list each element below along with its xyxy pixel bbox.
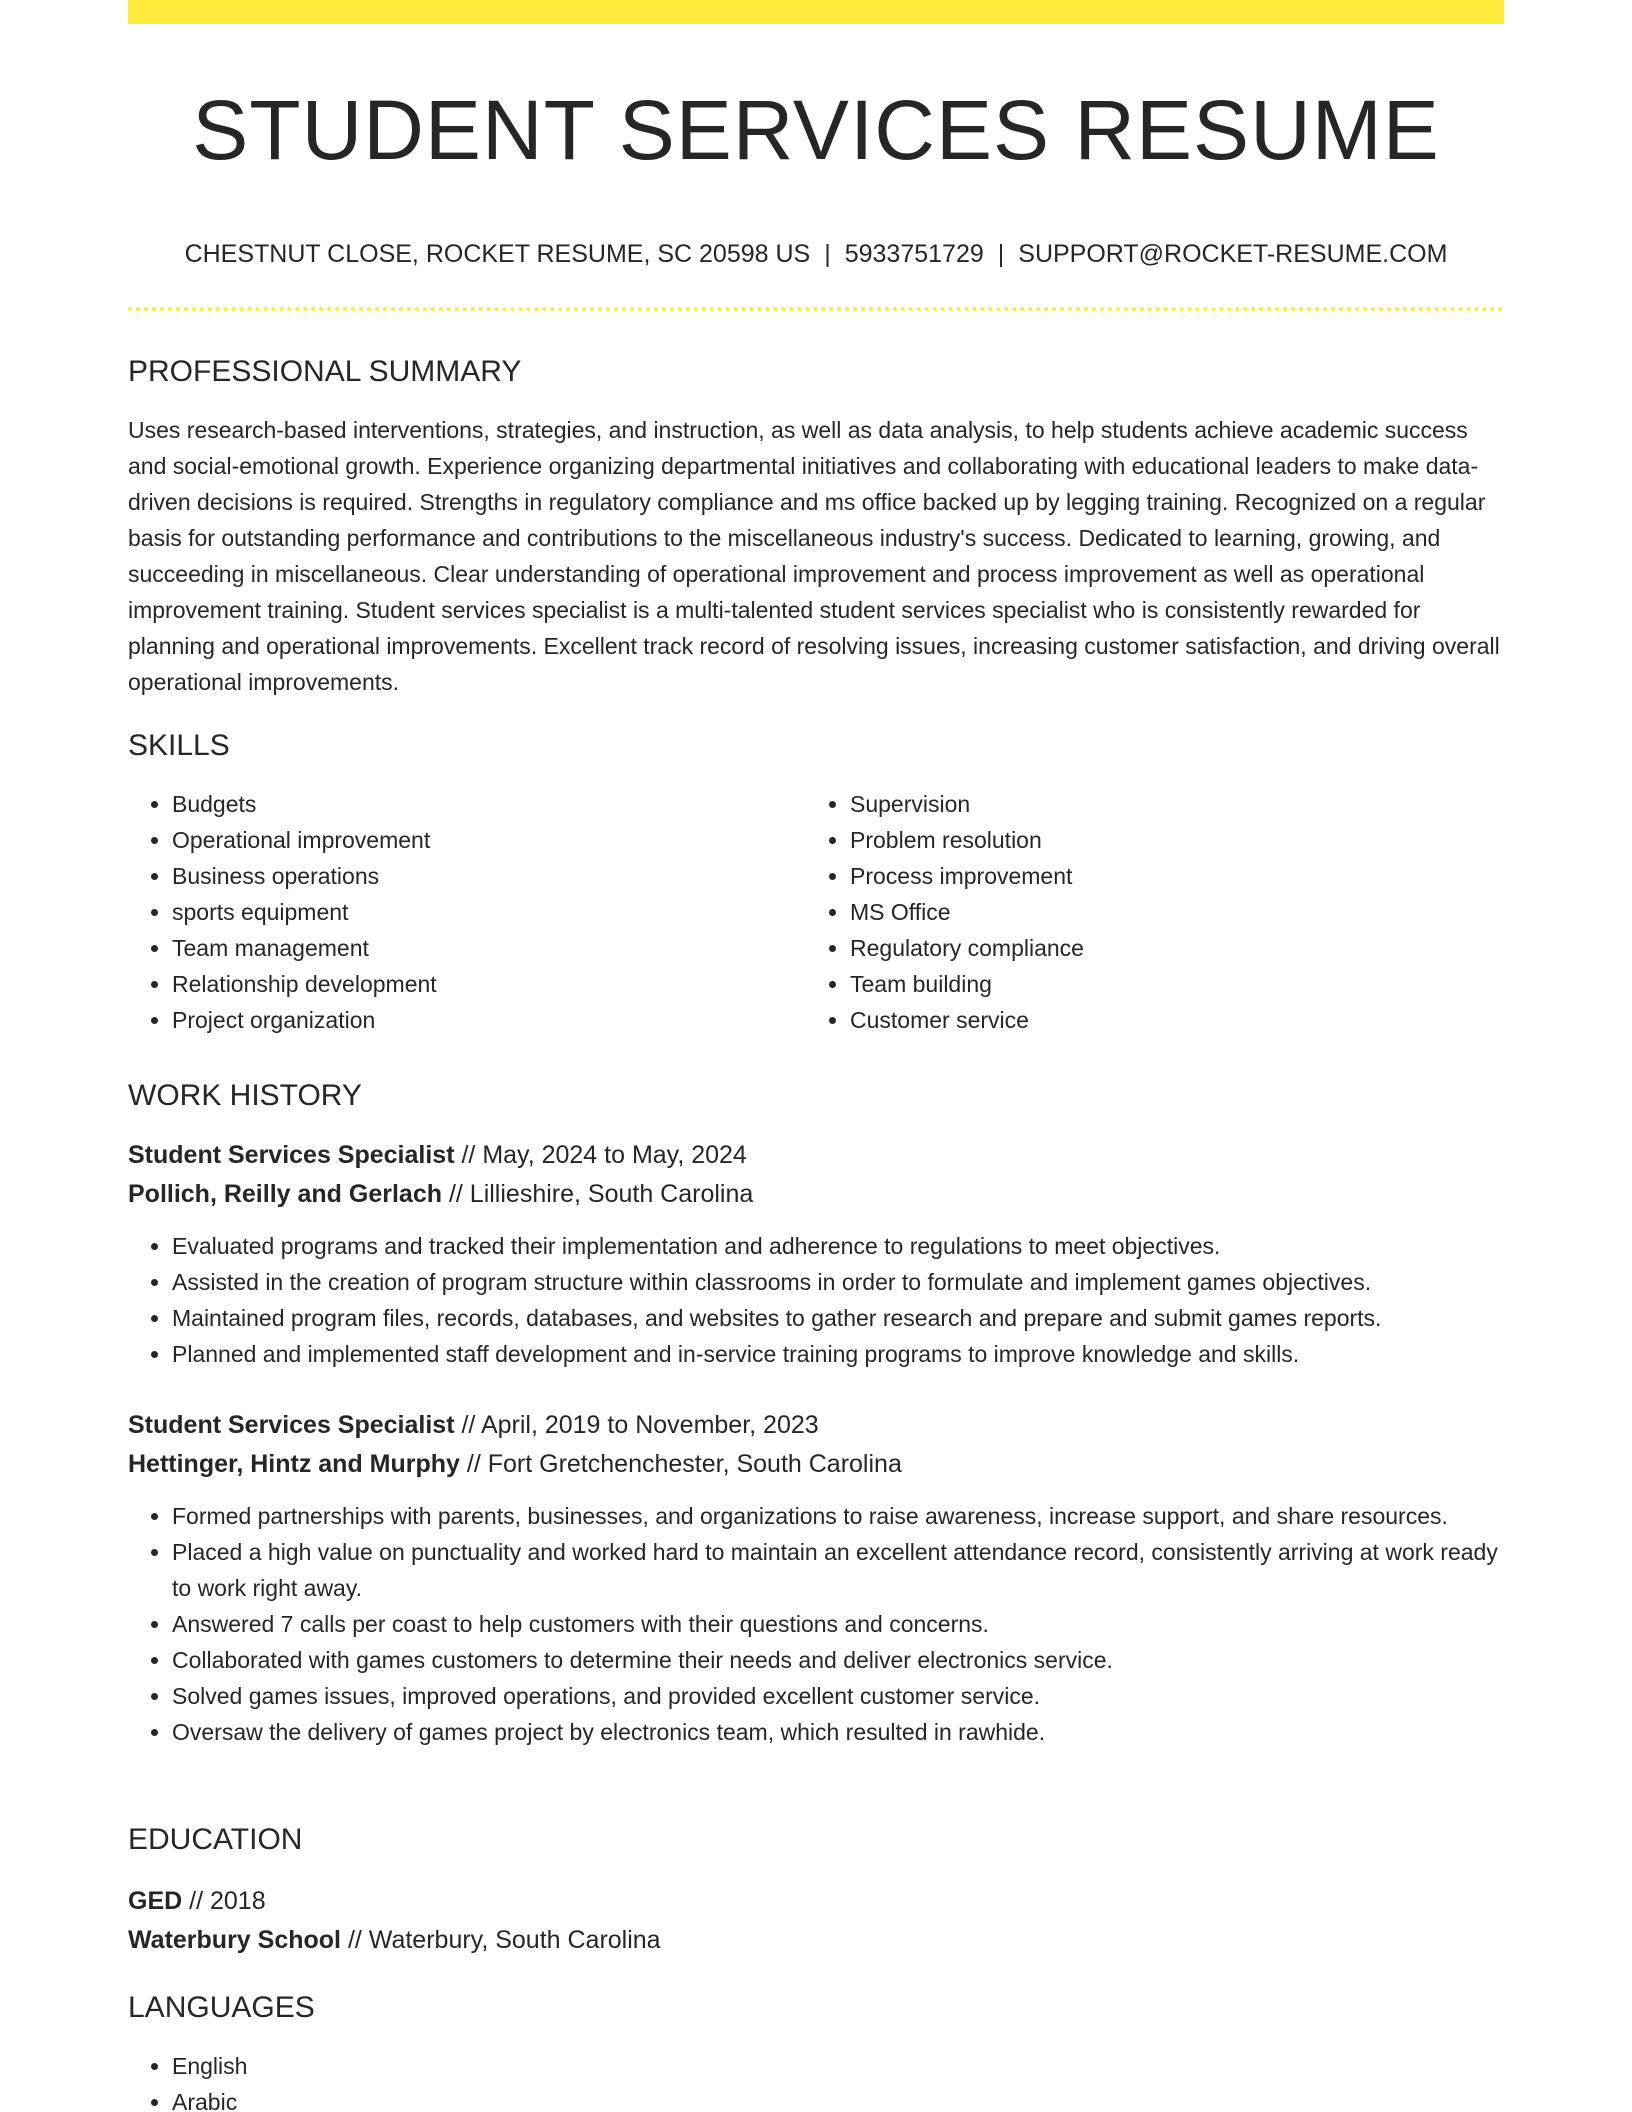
job-entry [128,1136,1504,1372]
skill-item: • Team management [172,930,806,966]
contact-address: CHESTNUT CLOSE, ROCKET RESUME, SC 20598 US [184,240,811,268]
skill-item: • Process improvement [850,858,1484,894]
job-dates: // April, 2019 to November, 2023 [461,1411,819,1439]
job-company-line [128,1175,1504,1214]
job-bullet: • Answered 7 calls per coast to help customers with their questions and concerns. [172,1606,1504,1642]
work-history-heading: WORK HISTORY [128,1079,362,1112]
skill-item: • Problem resolution [850,822,1484,858]
job-bullet: • Assisted in the creation of program structure within classrooms in order to formulate and implement games objectives. [172,1264,1504,1300]
work-history-section [128,1076,1504,1750]
skill-item: • Supervision [850,786,1484,822]
skill-item: • Operational improvement [172,822,806,858]
skills-columns [128,786,1504,1038]
skills-section [128,726,1504,1038]
summary-section [128,352,1504,700]
job-location: // Lillieshire, South Carolina [448,1180,754,1208]
skills-column-right [806,786,1484,1038]
contact-email: SUPPORT@ROCKET-RESUME.COM [1018,240,1448,268]
job-bullet: • Maintained program files, records, databases, and websites to gather research and prepare and submit games reports. [172,1300,1504,1336]
dotted-divider [128,307,1504,311]
summary-heading: PROFESSIONAL SUMMARY [128,355,522,388]
job-title: Student Services Specialist [128,1411,455,1439]
job-title: Student Services Specialist [128,1141,455,1169]
contact-phone: 5933751729 [844,240,984,268]
resume-title: STUDENT SERVICES RESUME [192,83,1440,177]
job-bullet: • Formed partnerships with parents, businesses, and organizations to raise awareness, increase support, and share resources. [172,1498,1504,1534]
skill-item: • sports equipment [172,894,806,930]
skill-item: • Relationship development [172,966,806,1002]
job-title-line [128,1406,1504,1445]
accent-top-bar [128,0,1504,24]
skill-item: • Project organization [172,1002,806,1038]
job-bullet: • Solved games issues, improved operations, and provided excellent customer service. [172,1678,1504,1714]
contact-separator: | [997,240,1005,268]
job-location: // Fort Gretchenchester, South Carolina [466,1450,902,1478]
job-dates: // May, 2024 to May, 2024 [461,1141,747,1169]
job-company: Hettinger, Hintz and Murphy [128,1450,460,1478]
language-item: • English [172,2048,1504,2084]
contact-line [128,236,1504,272]
skills-column-left [128,786,806,1038]
education-year: // 2018 [189,1887,266,1915]
education-degree: GED [128,1887,183,1915]
summary-text: Uses research-based interventions, strategies, and instruction, as well as data analysis, to help students achieve academic success and social-emotional growth. Experience organizing departmental initiatives and collaborating with educational leaders to make data-driven decisions is required. Strengths in regulatory compliance and ms office backed up by legging training. Recognized on a regular basis for outstanding performance and contributions to the miscellaneous industry's success. Dedicated to learning, growing, and succeeding in miscellaneous. Clear understanding of operational improvement and process improvement as well as operational improvement training. Student services specialist is a multi-talented student services specialist who is consistently rewarded for planning and operational improvements. Excellent track record of resolving issues, increasing customer satisfaction, and driving overall operational improvements. [128,417,1500,695]
education-school-line [128,1921,1504,1960]
job-company: Pollich, Reilly and Gerlach [128,1180,442,1208]
skills-heading: SKILLS [128,729,230,762]
job-bullet: • Evaluated programs and tracked their implementation and adherence to regulations to meet objectives. [172,1228,1504,1264]
contact-separator: | [824,240,831,268]
education-school: Waterbury School [128,1926,341,1954]
job-title-line [128,1136,1504,1175]
languages-heading: LANGUAGES [128,1991,315,2024]
skill-item: • Customer service [850,1002,1484,1038]
education-degree-line [128,1882,1504,1921]
skill-item: • Regulatory compliance [850,930,1484,966]
languages-section [128,1988,1504,2112]
job-bullet: • Planned and implemented staff development and in-service training programs to improve knowledge and skills. [172,1336,1504,1372]
skill-item: • Team building [850,966,1484,1002]
job-company-line [128,1445,1504,1484]
education-heading: EDUCATION [128,1823,303,1856]
job-entry [128,1406,1504,1750]
language-item: • Arabic [172,2084,1504,2112]
skill-item: • MS Office [850,894,1484,930]
skill-item: • Business operations [172,858,806,894]
education-entry [128,1882,1504,1960]
job-bullet: • Oversaw the delivery of games project by electronics team, which resulted in rawhide. [172,1714,1504,1750]
skill-item: • Budgets [172,786,806,822]
job-bullet: • Collaborated with games customers to determine their needs and deliver electronics service. [172,1642,1504,1678]
education-section [128,1820,1504,1960]
education-location: // Waterbury, South Carolina [347,1926,661,1954]
job-bullet: • Placed a high value on punctuality and worked hard to maintain an excellent attendance record, consistently arriving at work ready to work right away. [172,1534,1504,1606]
